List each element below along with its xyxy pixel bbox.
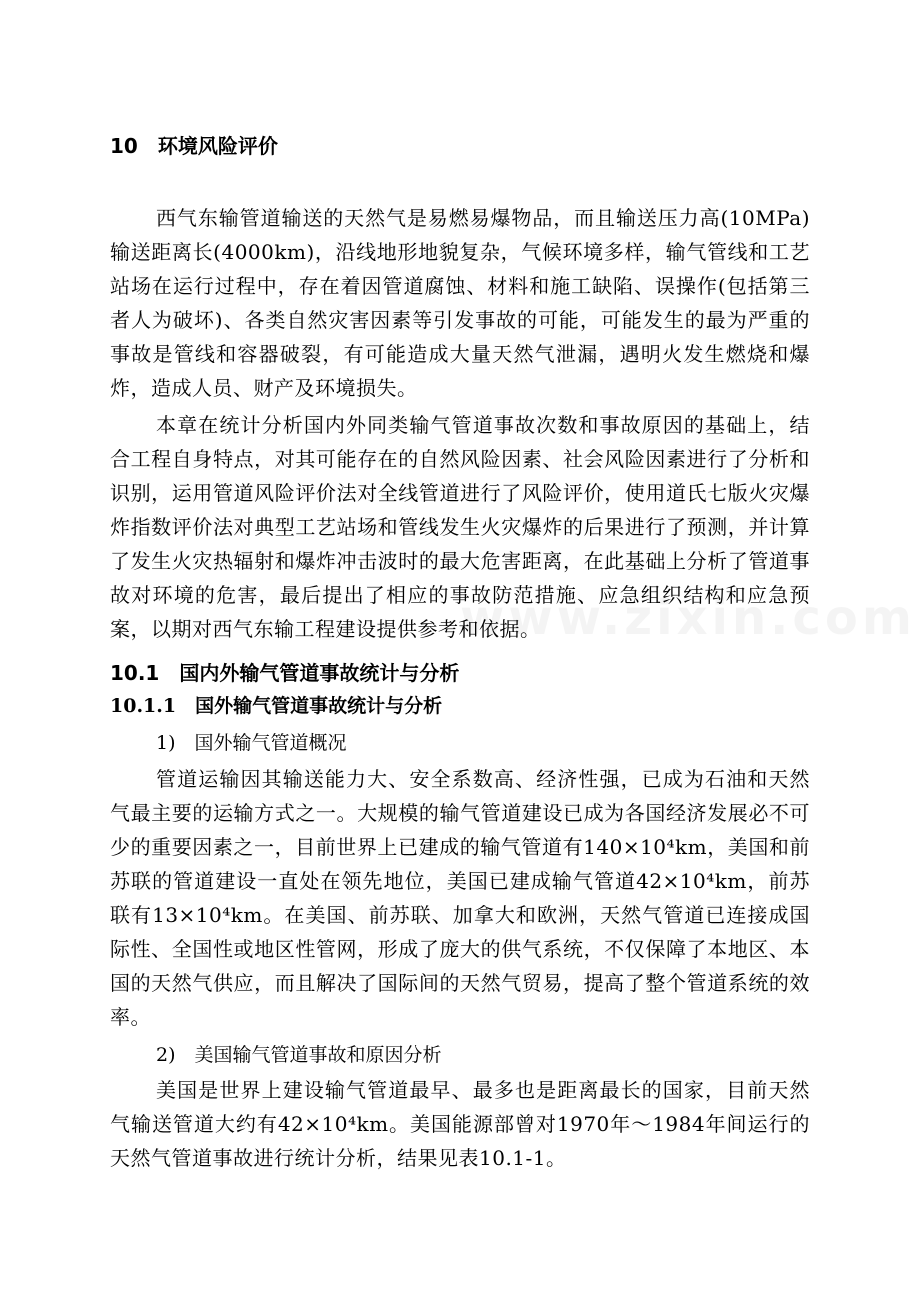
section-heading: 10.1 国内外输气管道事故统计与分析 <box>110 661 460 685</box>
paragraph-overview: 管道运输因其输送能力大、安全系数高、经济性强，已成为石油和天然气最主要的运输方式之一。大规模的输气管道建设已成为各国经济发展必不可少的重要因素之一，目前世界上已建成的输气管道有140×10⁴km，美国和前苏联的管道建设一直处在领先地位，美国已建成输气管道42×10⁴km，前苏联有13×10⁴km。在美国、前苏联、加拿大和欧洲，天然气管道已连接成国际性、全国性或地区性管网，形成了庞大的供气系统，不仅保障了本地区、本国的天然气供应，而且解决了国际间的天然气贸易，提高了整个管道系统的效率。 <box>110 767 810 1029</box>
paragraph-chapter-scope: 本章在统计分析国内外同类输气管道事故次数和事故原因的基础上，结合工程自身特点，对其可能存在的自然风险因素、社会风险因素进行了分析和识别，运用管道风险评价法对全线管道进行了风险评价，使用道氏七版火灾爆炸指数评价法对典型工艺站场和管线发生火灾爆炸的后果进行了预测，并计算了发生火灾热辐射和爆炸冲击波时的最大危害距离，在此基础上分析了管道事故对环境的危害，最后提出了相应的事故防范措施、应急组织结构和应急预案，以期对西气东输工程建设提供参考和依据。 <box>110 413 810 641</box>
paragraph-intro: 西气东输管道输送的天然气是易燃易爆物品，而且输送压力高(10MPa)输送距离长(4000km)，沿线地形地貌复杂，气候环境多样，输气管线和工艺站场在运行过程中，存在着因管道腐蚀、材料和施工缺陷、误操作(包括第三者人为破坏)、各类自然灾害因素等引发事故的可能，可能发生的最为严重的事故是管线和容器破裂，有可能造成大量天然气泄漏，遇明火发生燃烧和爆炸，造成人员、财产及环境损失。 <box>110 206 810 400</box>
list-item-overview: 1) 国外输气管道概况 <box>156 732 347 754</box>
chapter-heading: 10 环境风险评价 <box>110 134 278 158</box>
subsection-heading: 10.1.1 国外输气管道事故统计与分析 <box>110 695 443 717</box>
list-item-us-accidents: 2) 美国输气管道事故和原因分析 <box>156 1044 442 1066</box>
paragraph-us-accidents: 美国是世界上建设输气管道最早、最多也是距离最长的国家，目前天然气输送管道大约有42×10⁴km。美国能源部曾对1970年～1984年间运行的天然气管道事故进行统计分析，结果见表10.1-1。 <box>110 1078 810 1170</box>
